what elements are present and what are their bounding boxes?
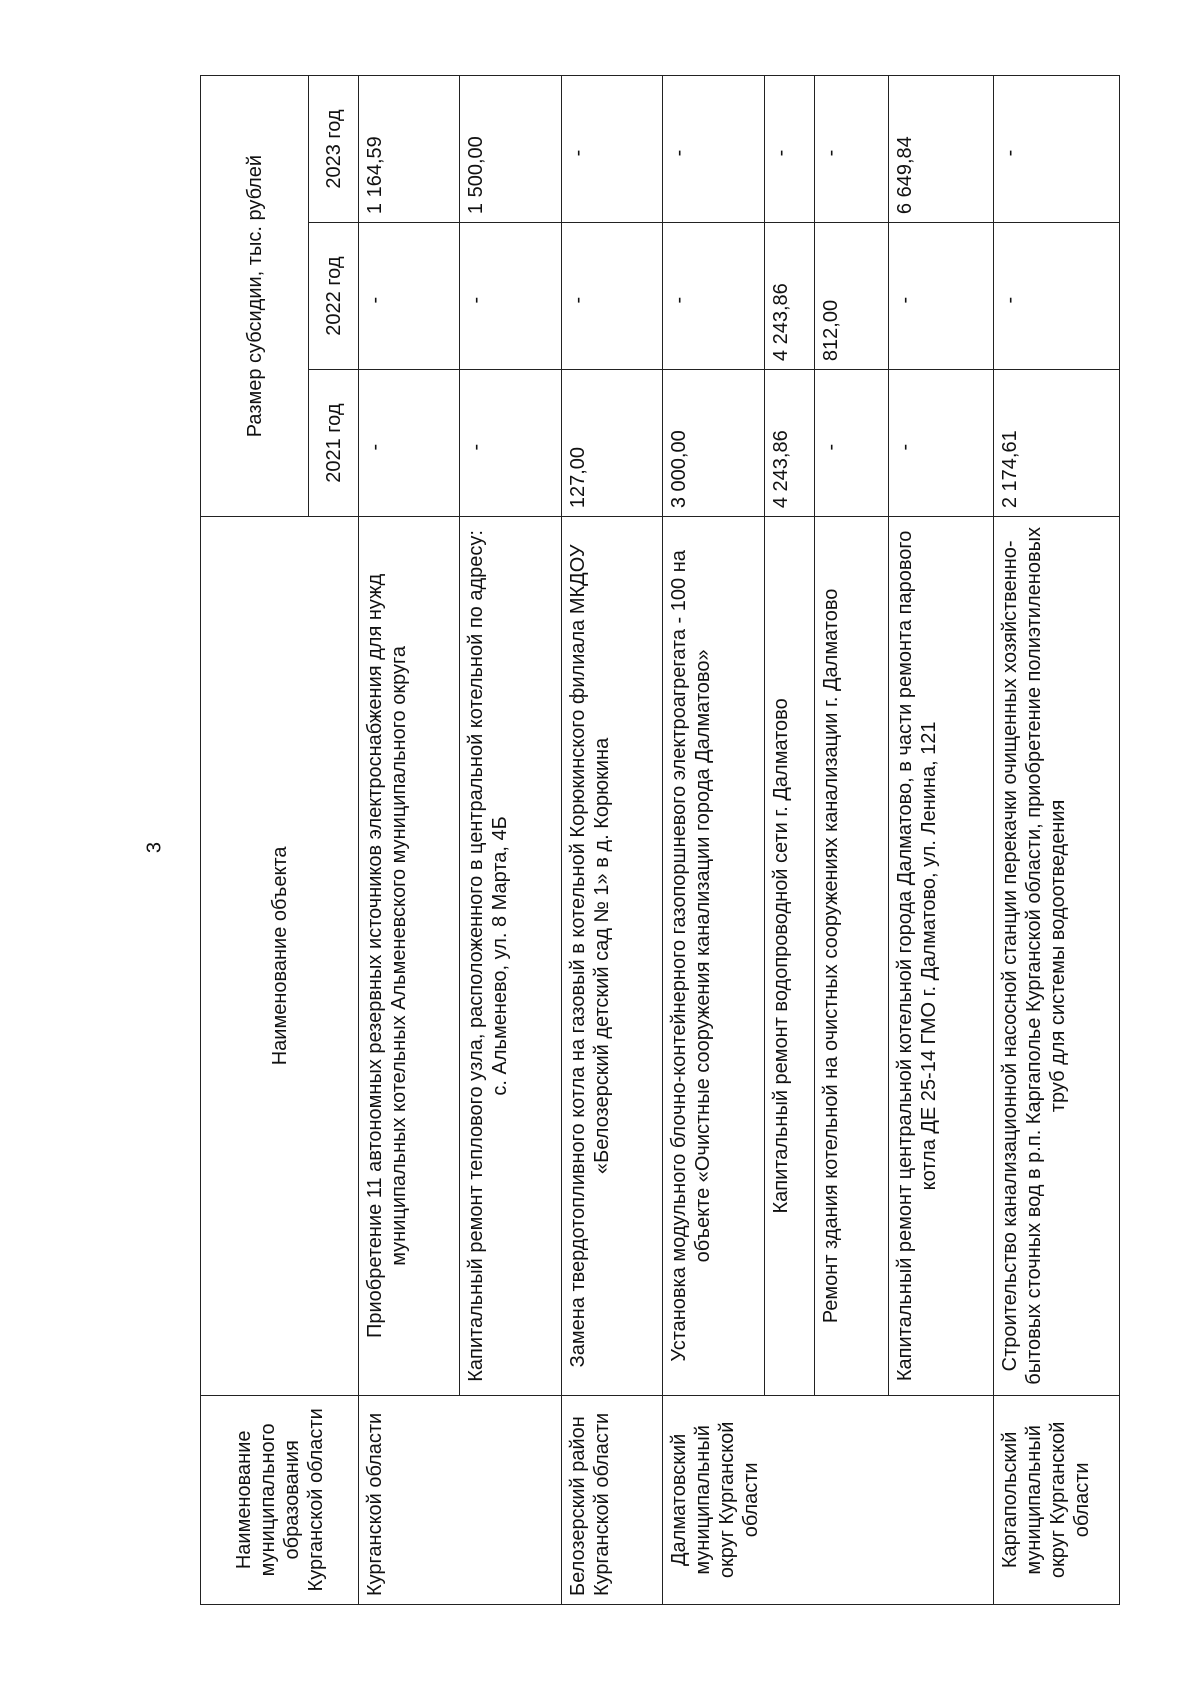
value-2021: 4 243,86 [764, 370, 814, 517]
subsidy-table-container [200, 75, 1120, 1605]
value-2021: - [359, 370, 460, 517]
table-row [663, 76, 764, 1605]
header-subsidy: Размер субсидии, тыс. рублей [201, 76, 309, 517]
table-row [561, 76, 662, 1605]
rotated-table [200, 75, 1120, 1605]
table-row [889, 76, 994, 1605]
value-2021: - [889, 370, 994, 517]
value-2023: 1 164,59 [359, 76, 460, 223]
header-municipality: Наименование муниципального образования Курганской области [201, 1395, 359, 1604]
value-2021: 127,00 [561, 370, 662, 517]
value-2023: - [814, 76, 889, 223]
municipality-cell: Каргапольский муниципальный округ Курганской области [994, 1395, 1120, 1604]
value-2022: - [889, 223, 994, 370]
header-year-2022: 2022 год [309, 223, 359, 370]
value-2022: - [561, 223, 662, 370]
value-2022: - [359, 223, 460, 370]
municipality-cell: Белозерский район Курганской области [561, 1395, 662, 1604]
municipality-cell: Курганской области [359, 1395, 562, 1604]
object-cell: Ремонт здания котельной на очистных сооружениях канализации г. Далматово [814, 517, 889, 1396]
header-year-2023: 2023 год [309, 76, 359, 223]
object-cell: Капитальный ремонт центральной котельной города Далматово, в части ремонта парового котла ДЕ 25-14 ГМО г. Далматово, ул. Ленина, 121 [889, 517, 994, 1396]
table-row [460, 76, 561, 1605]
table-row [764, 76, 814, 1605]
value-2023: - [561, 76, 662, 223]
value-2022: 4 243,86 [764, 223, 814, 370]
value-2023: 1 500,00 [460, 76, 561, 223]
value-2022: - [460, 223, 561, 370]
object-cell: Капитальный ремонт водопроводной сети г. Далматово [764, 517, 814, 1396]
table-row [814, 76, 889, 1605]
value-2023: - [764, 76, 814, 223]
page-number: 3 [143, 841, 166, 854]
object-cell: Установка модульного блочно-контейнерного газопоршневого электроагрегата - 100 на объекте «Очистные сооружения канализации города Далматово» [663, 517, 764, 1396]
value-2023: 6 649,84 [889, 76, 994, 223]
value-2021: 3 000,00 [663, 370, 764, 517]
object-cell: Строительство канализационной насосной станции перекачки очищенных хозяйственно-бытовых сточных вод в р.п. Каргаполье Курганской области, приобретение полиэтиленовых труб для системы водоотведения [994, 517, 1120, 1396]
object-cell: Капитальный ремонт теплового узла, расположенного в центральной котельной по адресу: с. Альменево, ул. 8 Марта, 4Б [460, 517, 561, 1396]
value-2021: - [814, 370, 889, 517]
subsidy-table [200, 75, 1120, 1605]
value-2022: - [994, 223, 1120, 370]
header-row-1 [201, 76, 309, 1605]
header-object: Наименование объекта [201, 517, 359, 1396]
value-2021: - [460, 370, 561, 517]
header-year-2021: 2021 год [309, 370, 359, 517]
table-row [359, 76, 460, 1605]
value-2023: - [994, 76, 1120, 223]
municipality-cell: Далматовский муниципальный округ Курганской области [663, 1395, 994, 1604]
object-cell: Замена твердотопливного котла на газовый в котельной Корюкинского филиала МКДОУ «Белозерский детский сад № 1» в д. Корюкина [561, 517, 662, 1396]
value-2022: - [663, 223, 764, 370]
table-row [994, 76, 1120, 1605]
value-2021: 2 174,61 [994, 370, 1120, 517]
value-2023: - [663, 76, 764, 223]
value-2022: 812,00 [814, 223, 889, 370]
object-cell: Приобретение 11 автономных резервных источников электроснабжения для нужд муниципальных котельных Альменевского муниципального округа [359, 517, 460, 1396]
